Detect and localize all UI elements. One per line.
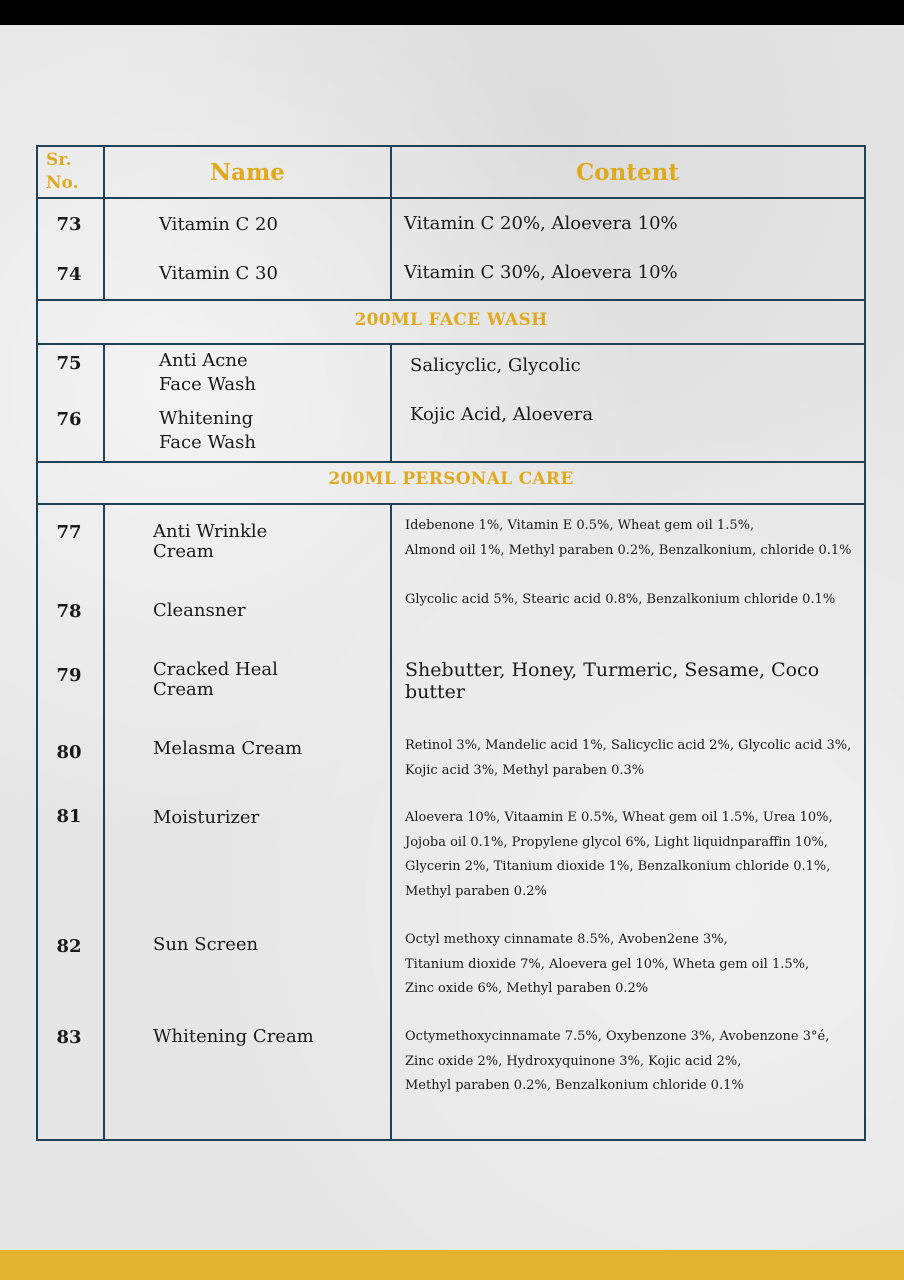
row-content: Idebenone 1%, Vitamin E 0.5%, Wheat gem oil 1.5%, Almond oil 1%, Methyl paraben 0.2%, Benzalkonium, chloride 0.1% [405, 518, 852, 558]
row-content: Retinol 3%, Mandelic acid 1%, Salicyclic acid 2%, Glycolic acid 3%, Kojic acid 3%, Methyl paraben 0.3% [405, 738, 852, 778]
row-sr: 77 [56, 522, 82, 543]
row-name: Vitamin C 20 [159, 214, 278, 235]
row-content: Octyl methoxy cinnamate 8.5%, Avoben2ene 3%, Titanium dioxide 7%, Aloevera gel 10%, Wheta gem oil 1.5%, Zinc oxide 6%, Methyl paraben 0.2% [405, 932, 810, 996]
section-title-personal-care: 200ML PERSONAL CARE [328, 469, 574, 489]
product-table [36, 145, 866, 1141]
row-sr: 81 [56, 806, 82, 827]
row-content: Vitamin C 30%, Aloevera 10% [404, 262, 678, 283]
header-sr-no: Sr. No. [46, 150, 79, 193]
row-sr: 75 [56, 353, 82, 374]
header-content: Content [576, 159, 679, 186]
row-name: Vitamin C 30 [159, 263, 278, 284]
top-bar [0, 0, 904, 25]
section-title-face-wash: 200ML FACE WASH [354, 310, 548, 330]
row-content: Octymethoxycinnamate 7.5%, Oxybenzone 3%, Avobenzone 3°é, Zinc oxide 2%, Hydroxyquinone 3%, Kojic acid 2%, Methyl paraben 0.2%, Benzalkonium chloride 0.1% [405, 1029, 830, 1093]
row-content: Shebutter, Honey, Turmeric, Sesame, Coco butter [405, 659, 820, 703]
divider [38, 461, 864, 463]
row-name: Melasma Cream [153, 738, 303, 759]
row-sr: 79 [56, 665, 82, 686]
bottom-bar [0, 1250, 904, 1280]
divider [103, 343, 105, 461]
row-name: Anti Wrinkle Cream [153, 521, 268, 562]
row-name: Cracked Heal Cream [153, 659, 278, 700]
divider [390, 503, 392, 1139]
row-sr: 83 [56, 1027, 82, 1048]
row-content: Aloevera 10%, Vitaamin E 0.5%, Wheat gem oil 1.5%, Urea 10%, Jojoba oil 0.1%, Propylene glycol 6%, Light liquidnparaffin 10%, Glycerin 2%, Titanium dioxide 1%, Benzalkonium chloride 0.1%, Methyl paraben 0.2% [405, 810, 833, 899]
row-name: Moisturizer [153, 807, 260, 828]
row-name: Cleansner [153, 600, 246, 621]
row-sr: 80 [56, 742, 82, 763]
divider [38, 197, 864, 199]
row-sr: 74 [56, 264, 82, 285]
header-name: Name [210, 159, 285, 186]
row-content: Glycolic acid 5%, Stearic acid 0.8%, Benzalkonium chloride 0.1% [405, 592, 836, 607]
divider [390, 343, 392, 461]
row-sr: 82 [56, 936, 82, 957]
row-content: Salicyclic, Glycolic [410, 355, 581, 376]
row-name: Anti Acne Face Wash [159, 350, 256, 395]
row-content: Kojic Acid, Aloevera [410, 404, 594, 425]
divider [38, 299, 864, 301]
divider [103, 503, 105, 1139]
row-sr: 76 [56, 409, 82, 430]
row-content: Vitamin C 20%, Aloevera 10% [404, 213, 678, 234]
divider [38, 503, 864, 505]
row-name: Sun Screen [153, 934, 259, 955]
row-name: Whitening Cream [153, 1026, 314, 1047]
divider [38, 343, 864, 345]
row-sr: 78 [56, 601, 82, 622]
row-name: Whitening Face Wash [159, 408, 256, 453]
row-sr: 73 [56, 214, 82, 235]
